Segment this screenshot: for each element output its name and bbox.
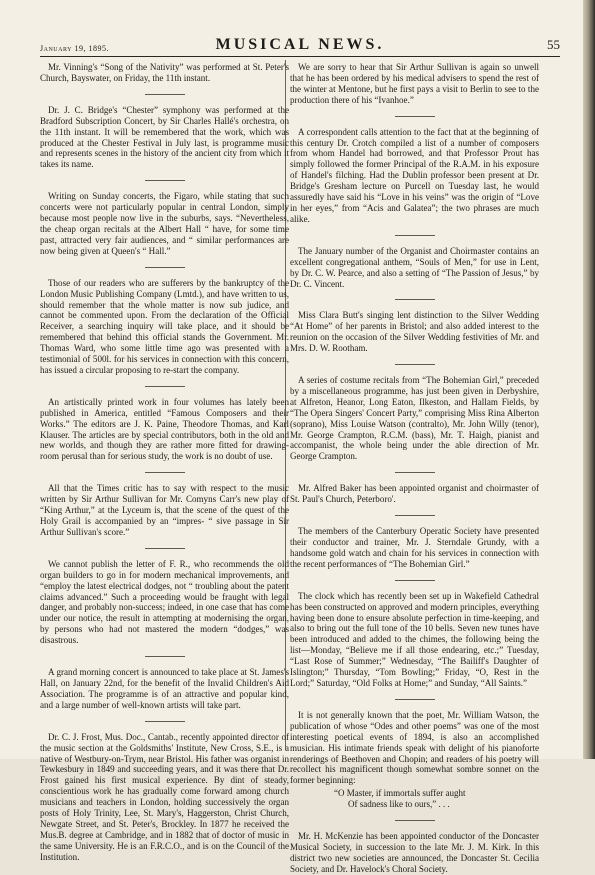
masthead-title: MUSICAL NEWS.	[215, 36, 385, 53]
paragraph: We are sorry to hear that Sir Arthur Sullivan is again so unwell that he has been ordered by his medical advisers to spend the rest of the winter at Mentone, but he first pays a visit to Berlin to see to the production there of his “Ivanhoe.”	[290, 62, 539, 105]
paragraph: Writing on Sunday concerts, the Figaro, while stating that such concerts were not particularly popular in central London, simply because most people now live in the suburbs, says. “Nevertheless, the cheap organ recitals at the Albert Hall “ have, for some time past, attracted very fair audiences, and “ similar performances are now being given at Queen's “ Hall.”	[40, 191, 289, 256]
separator-rule	[145, 94, 185, 95]
paragraph: Dr. C. J. Frost, Mus. Doc., Cantab., recently appointed director of the music section at the Goldsmiths' Institute, New Cross, S.E., is a native of Westbury-on-Trym, near Bristol. His father was organist in Tewkesbury in 1849 and succeeding years, and it was there that Dr. Frost gained his first musical experience. By dint of steady, conscientious work he has gradually come forward among church musicians and teachers in London, holding successively the organ posts of Holy Trinity, Lee, St. Mary's, Haggerston, Christ Church, Newgate Street, and St. Peter's, Brockley. In 1877 he received the Mus.B. degree at Cambridge, and in 1882 that of doctor of music in the same University. He is an F.R.C.O., and is on the Council of the Institution.	[40, 731, 289, 862]
separator-rule	[145, 386, 185, 387]
paragraph: Mr. Alfred Baker has been appointed organist and choirmaster of St. Paul's Church, Peterboro'.	[290, 483, 539, 505]
paragraph: The members of the Canterbury Operatic Society have presented their conductor and trainer, Mr. J. Sterndale Grundy, with a handsome gold watch and chain for his services in connection with the recent performances of “The Bohemian Girl.”	[290, 526, 539, 569]
paragraph: It is not generally known that the poet, Mr. William Watson, the publication of whose “Odes and other poems” was one of the most interesting poetical events of 1894, is also an accomplished musician. His intimate friends speak with delight of his pianoforte renderings of Beethoven and Chopin; and readers of his poetry will recollect his magnificent though somewhat sombre sonnet on the former beginning:	[290, 709, 539, 786]
paragraph: All that the Times critic has to say with respect to the music written by Sir Arthur Sullivan for Mr. Comyns Carr's new play of “King Arthur,” at the Lyceum is, that the scene of the quest of the Holy Grail is accompanied by an “impres- “ sive passage in Sir Arthur Sullivan's score.”	[40, 483, 289, 537]
paragraph: A correspondent calls attention to the fact that at the beginning of this century Dr. Crotch compiled a list of a number of composers from whom Handel had borrowed, and that Professor Prout has simply followed the former Principal of the R.A.M. in his exposure of Handel's filching. Had the Dublin professor been present at Dr. Bridge's Gresham lecture on Purcell on Tuesday last, he would assuredly have said his “Love in his veins” was the origin of “Love in her eyes,” from “Acis and Galatea”; the two phrases are much alike.	[290, 126, 539, 224]
separator-rule	[395, 116, 435, 117]
paragraph: Mr. H. McKenzie has been appointed conductor of the Doncaster Musical Society, in succession to the late Mr. J. M. Kirk. In this district two new societies are announced, the Doncaster St. Cecilia Society, and Dr. Havelock's Choral Society.	[290, 831, 539, 874]
paragraph: Dr. J. C. Bridge's “Chester” symphony was performed at the Bradford Subscription Concert, by Sir Charles Hallé's orchestra, on the 11th instant. It will be remembered that the work, which was produced at the Chester Festival in July last, is programme music and represents scenes in the history of the ancient city from which it takes its name.	[40, 104, 289, 170]
paragraph: The clock which has recently been set up in Wakefield Cathedral has been constructed on approved and modern principles, everything having been done to ensure absolute perfection in time-keeping, and also to bring out the full tone of the 10 bells. Seven new tunes have been introduced and added to the chimes, the following being the list—Monday, “Believe me if all those endearing, etc.;” Tuesday, “Last Rose of Summer;” Wednesday, “The Bailiff's Daughter of Islington;” Thursday, “Tom Bowling;” Friday, “O, Rest in the Lord;” Saturday, “Old Folks at Home;” and Sunday, “All Saints.”	[290, 590, 539, 688]
separator-rule	[395, 515, 435, 516]
separator-rule	[395, 299, 435, 300]
poem-line: “O Master, if immortals suffer aught	[334, 788, 466, 799]
page-number: 55	[547, 37, 560, 52]
separator-rule	[145, 548, 185, 549]
separator-rule	[395, 364, 435, 365]
separator-rule	[395, 235, 435, 236]
poem-quote	[334, 788, 539, 810]
paragraph: We cannot publish the letter of F. R., who recommends the old organ builders to go in for modern mechanical improvements, and “employ the latest electrical dodges, not “ troubling about the patent claims advanced.” Such a proceeding would be fraught with legal danger, and probably non-success; indeed, in one case that has come under our notice, the result in attempting at modernising the organ, by persons who had not mastered the modern “dodges,” was disastrous.	[40, 558, 289, 646]
left-column	[40, 62, 289, 863]
page-binding-shadow	[583, 0, 595, 759]
paragraph: A grand morning concert is announced to take place at St. James's Hall, on January 22nd, for the benefit of the Invalid Children's Aid Association. The programme is of an attractive and popular kind, and a large number of well-known artists will take part.	[40, 667, 289, 710]
separator-rule	[395, 472, 435, 473]
poem-line: Of sadness like to ours,” . . .	[348, 799, 450, 810]
right-column	[290, 62, 539, 875]
separator-rule	[145, 721, 185, 722]
separator-rule	[395, 820, 435, 821]
separator-rule	[145, 267, 185, 268]
separator-rule	[145, 472, 185, 473]
paragraph: Miss Clara Butt's singing lent distinction to the Silver Wedding “At Home” of her parents in Bristol; and also added interest to the reunion on the occasion of the Silver Wedding festivities of Mr. and Mrs. D. W. Rootham.	[290, 310, 539, 354]
issue-date: January 19, 1895.	[40, 44, 109, 53]
paragraph: Those of our readers who are sufferers by the bankruptcy of the London Music Publishing Company (Lmtd.), and have written to us, should remember that the whole matter is now sub judice, and cannot be commented upon. From the declaration of the Official Receiver, a searching inquiry will take place, and it should be remembered that behind this official stands the Government. Mr. Thomas Ward, who some little time ago was presented with a testimonial of 500l. for his services in connection with this concern, has issued a circular proposing to re-start the company.	[40, 277, 289, 375]
paragraph: Mr. Vinning's “Song of the Nativity” was performed at St. Peter's Church, Bayswater, on Friday, the 11th instant.	[40, 62, 289, 83]
paragraph: A series of costume recitals from “The Bohemian Girl,” preceded by a miscellaneous programme, has just been given in Derbyshire, at Alfreton, Heanor, Long Eaton, Ilkeston, and Hallam Fields, by “The Opera Singers' Concert Party,” comprising Miss Rina Alberton (soprano), Miss Louise Watson (contralto), Mr. John Willy (tenor), Mr. George Crampton, R.C.M. (bass), Mr. T. Haigh, pianist and accompanist, the whole being under the able direction of Mr. George Crampton.	[290, 375, 539, 462]
separator-rule	[145, 656, 185, 657]
paragraph: The January number of the Organist and Choirmaster contains an excellent congregational anthem, “Souls of Men,” for use in Lent, by Dr. C. W. Pearce, and also a setting of “The Passion of Jesus,” by Dr. C. Vincent.	[290, 245, 539, 289]
separator-rule	[395, 699, 435, 700]
page-header	[40, 36, 560, 56]
separator-rule	[145, 180, 185, 181]
separator-rule	[395, 580, 435, 581]
paragraph: An artistically printed work in four volumes has lately been published in America, entitled “Famous Composers and their Works.” The editors are J. K. Paine, Theodore Thomas, and Karl Klauser. The articles are by special contributors, both in the old and new worlds, and though they are rather more fitted for drawing-room perusal than for serious study, the work is no doubt of use.	[40, 396, 289, 462]
header-rule	[40, 56, 560, 57]
